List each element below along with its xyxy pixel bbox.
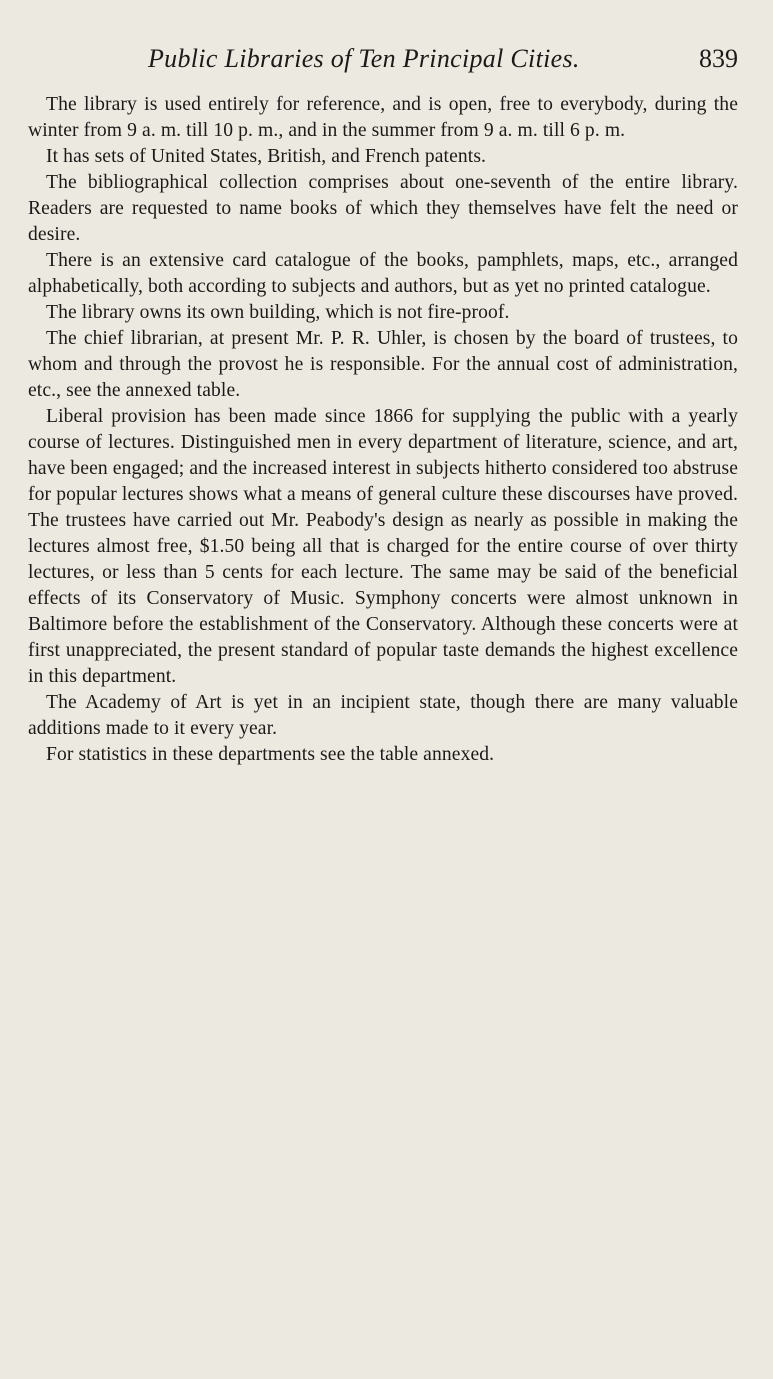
body-text <box>28 92 738 768</box>
running-title: Public Libraries of Ten Principal Cities. <box>148 44 580 73</box>
paragraph-access-hours: The library is used entirely for reference, and is open, free to everybody, during the winter from 9 a. m. till 10 p. m., and in the summer from 9 a. m. till 6 p. m. <box>28 94 738 141</box>
paragraph-patents: It has sets of United States, British, and French patents. <box>46 146 487 167</box>
paragraph-building: The library owns its own building, which is not fire-proof. <box>46 302 510 323</box>
page-header <box>148 44 738 80</box>
paragraph-bibliographical-collection: The bibliographical collection comprises about one-seventh of the entire library. Readers are requested to name books of which they themselves have felt the need or desire. <box>28 172 738 245</box>
paragraph-statistics: For statistics in these departments see the table annexed. <box>46 744 495 765</box>
paragraph-lectures: Liberal provision has been made since 1866 for supplying the public with a yearly course of lectures. Distinguished men in every department of literature, science, and art, have been engaged; and the increased interest in subjects hitherto considered too abstruse for popular lectures shows what a means of general culture these discourses have proved. The trustees have carried out Mr. Peabody's design as nearly as possible in making the lectures almost free, $1.50 being all that is charged for the entire course of over thirty lectures, or less than 5 cents for each lecture. The same may be said of the beneficial effects of its Conservatory of Music. Symphony concerts were almost unknown in Baltimore before the establishment of the Conservatory. Although these concerts were at first unappreciated, the present standard of popular taste demands the highest excellence in this department. <box>28 406 738 687</box>
paragraph-card-catalogue: There is an extensive card catalogue of the books, pamphlets, maps, etc., arranged alphabetically, both according to subjects and authors, but as yet no printed catalogue. <box>28 250 738 297</box>
paragraph-chief-librarian: The chief librarian, at present Mr. P. R. Uhler, is chosen by the board of trustees, to whom and through the provost he is responsible. For the annual cost of administration, etc., see the annexed table. <box>28 328 738 401</box>
page-number: 839 <box>699 44 738 73</box>
paragraph-academy-of-art: The Academy of Art is yet in an incipient state, though there are many valuable additions made to it every year. <box>28 692 738 739</box>
